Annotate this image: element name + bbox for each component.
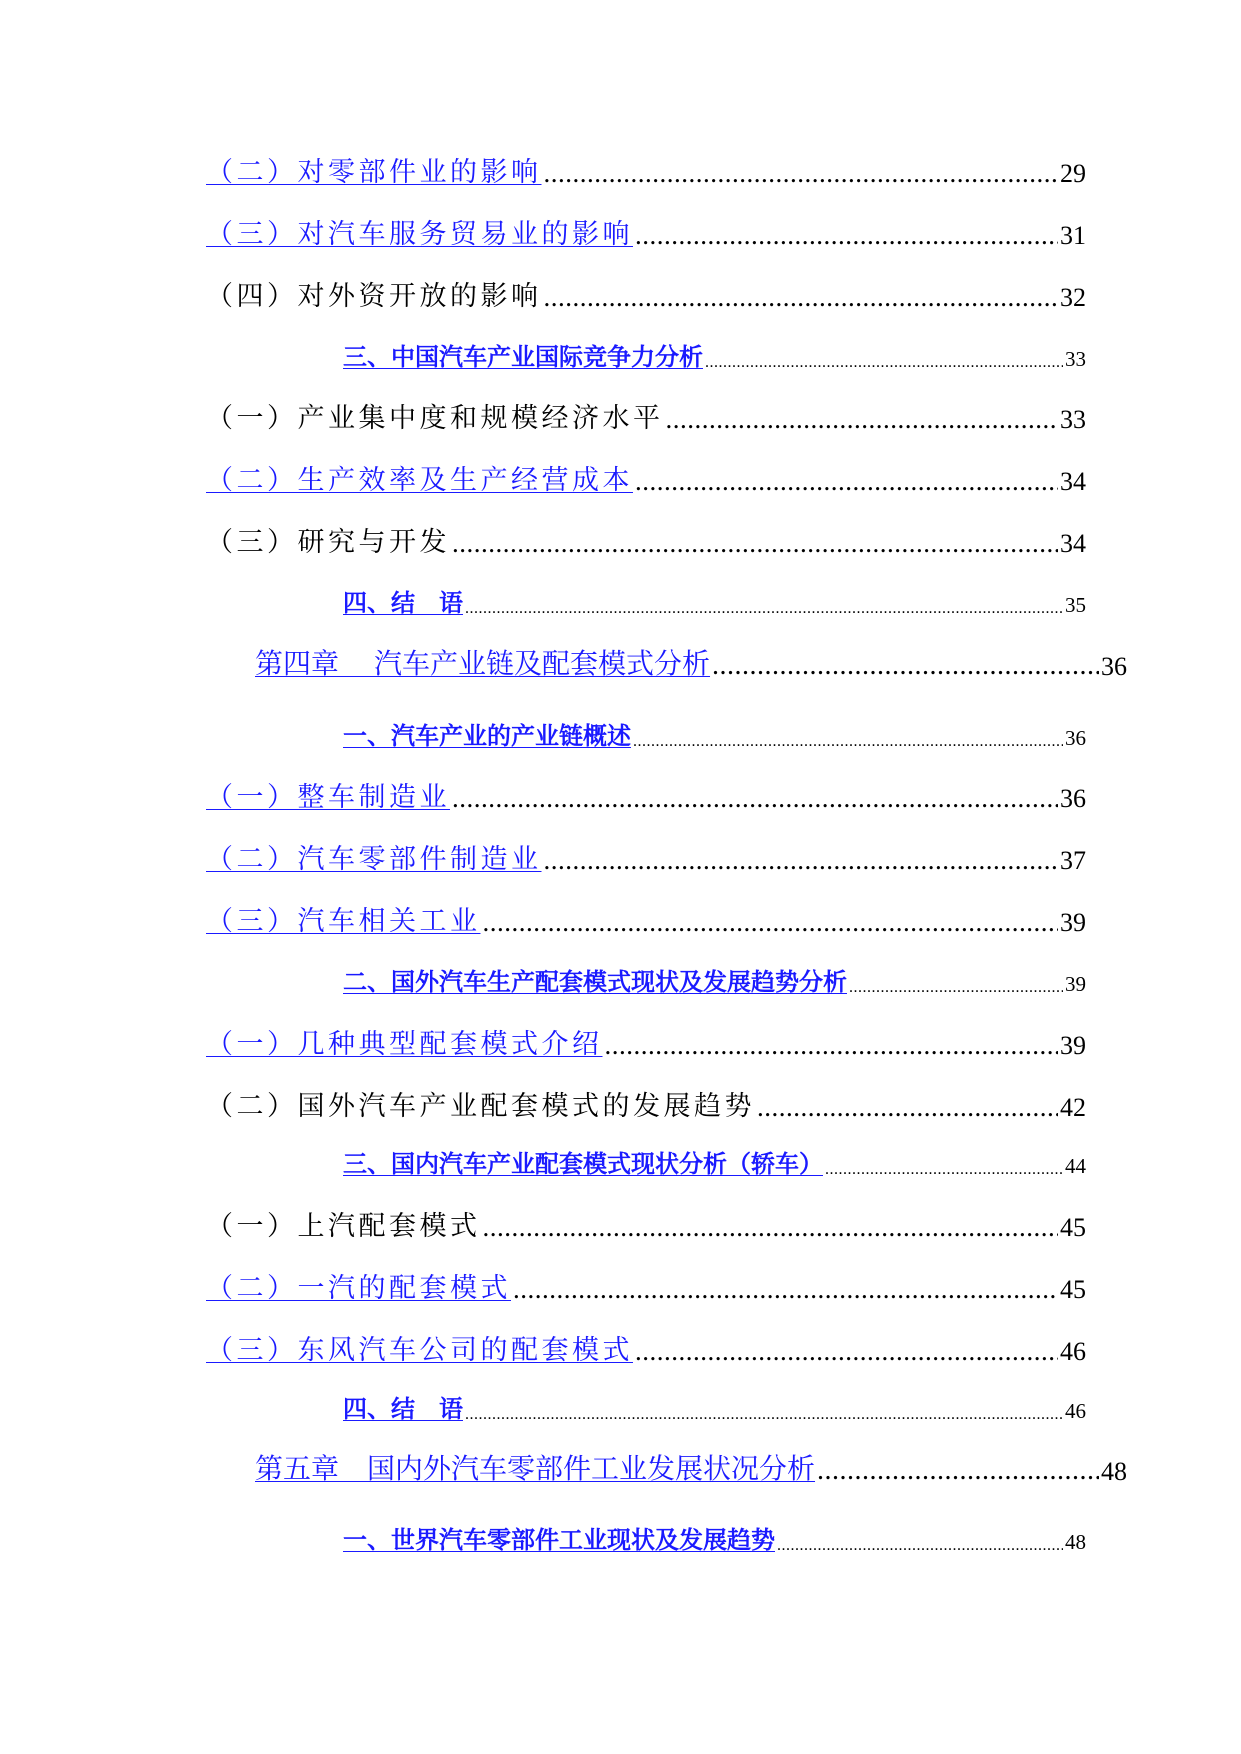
dot-leader [452,783,1058,814]
toc-entry[interactable] [206,212,1086,251]
toc-entry[interactable] [206,899,1086,938]
toc-entry[interactable] [206,837,1086,876]
toc-entry-label[interactable]: （一）几种典型配套模式介绍 [206,1029,603,1060]
toc-page-number: 48 [1065,1530,1086,1554]
toc-page-number: 42 [1060,1093,1086,1122]
toc-entry-label[interactable]: 一、汽车产业的产业链概述 [343,722,631,750]
dot-leader [483,1212,1059,1243]
toc-entry[interactable] [206,458,1086,497]
toc-entry[interactable] [343,1520,1086,1555]
toc-entry-label[interactable]: 二、国外汽车生产配套模式现状及发展趋势分析 [343,968,847,996]
toc-entry [206,396,1086,435]
toc-page-number: 39 [1065,972,1086,996]
toc-entry[interactable] [206,1328,1086,1367]
dot-leader [635,220,1058,251]
dot-leader [633,733,1063,751]
toc-page-number: 33 [1065,347,1086,371]
toc-entry-label: （二）国外汽车产业配套模式的发展趋势 [206,1091,755,1122]
dot-leader [825,1161,1063,1179]
toc-page-number: 35 [1065,593,1086,617]
toc-entry [206,274,1086,313]
toc-page-number: 34 [1060,529,1086,558]
toc-entry-label[interactable]: （二）一汽的配套模式 [206,1273,511,1304]
toc-page-number: 31 [1060,221,1086,250]
toc-entry[interactable] [206,1266,1086,1305]
dot-leader [712,650,1099,682]
dot-leader [777,1537,1063,1555]
toc-entry[interactable] [206,1022,1086,1061]
toc-chapter-entry[interactable] [255,1447,1127,1487]
toc-page-number: 45 [1060,1213,1086,1242]
toc-page-number: 32 [1060,283,1086,312]
dot-leader [544,158,1059,189]
dot-leader [605,1030,1059,1061]
toc-entry-label[interactable]: （一）整车制造业 [206,782,450,813]
toc-page-number: 39 [1060,1031,1086,1060]
toc-entry-label[interactable]: 第五章 国内外汽车零部件工业发展状况分析 [255,1454,816,1485]
toc-entry[interactable] [343,1389,1086,1424]
toc-entry-label[interactable]: 四、结 语 [343,589,463,617]
toc-entry-label[interactable]: （三）对汽车服务贸易业的影响 [206,219,633,250]
toc-chapter-entry[interactable] [255,642,1127,682]
toc-entry-label[interactable]: 第四章 汽车产业链及配套模式分析 [255,649,711,680]
toc-page-number: 36 [1101,652,1127,681]
dot-leader [817,1455,1099,1487]
toc-entry[interactable] [206,150,1086,189]
dot-leader [849,979,1063,997]
toc-page-number: 44 [1065,1154,1086,1178]
dot-leader [666,404,1059,435]
toc-page-number: 46 [1065,1399,1086,1423]
toc-page-number: 36 [1065,726,1086,750]
toc-entry[interactable] [206,775,1086,814]
toc-entry-label[interactable]: 一、世界汽车零部件工业现状及发展趋势 [343,1526,775,1554]
toc-entry [206,520,1086,559]
toc-page-number: 48 [1101,1457,1127,1486]
dot-leader [483,907,1059,938]
toc-entry-label: （一）产业集中度和规模经济水平 [206,403,664,434]
toc-entry-label[interactable]: （二）汽车零部件制造业 [206,844,542,875]
toc-entry-label[interactable]: 三、国内汽车产业配套模式现状分析（轿车） [343,1150,823,1178]
toc-entry [206,1084,1086,1123]
dot-leader [465,600,1063,618]
toc-entry-label: （四）对外资开放的影响 [206,281,542,312]
dot-leader [452,528,1058,559]
toc-entry-label[interactable]: （三）汽车相关工业 [206,906,481,937]
toc-page-number: 37 [1060,846,1086,875]
dot-leader [757,1092,1058,1123]
toc-entry[interactable] [343,962,1086,997]
toc-entry[interactable] [343,337,1086,372]
toc-page-number: 39 [1060,908,1086,937]
dot-leader [465,1406,1063,1424]
toc-page-number: 36 [1060,784,1086,813]
toc-entry-label[interactable]: 四、结 语 [343,1395,463,1423]
toc-page-number: 46 [1060,1337,1086,1366]
toc-page-number: 29 [1060,159,1086,188]
dot-leader [635,1336,1058,1367]
toc-page-number: 34 [1060,467,1086,496]
toc-entry-label: （三）研究与开发 [206,527,450,558]
toc-entry-label[interactable]: （二）生产效率及生产经营成本 [206,465,633,496]
toc-entry-label: （一）上汽配套模式 [206,1211,481,1242]
dot-leader [544,282,1059,313]
toc-entry[interactable] [343,716,1086,751]
toc-entry-label[interactable]: 三、中国汽车产业国际竞争力分析 [343,343,703,371]
toc-entry[interactable] [343,583,1086,618]
toc-page-number: 33 [1060,405,1086,434]
toc-entry[interactable] [343,1144,1086,1179]
toc-entry-label[interactable]: （二）对零部件业的影响 [206,157,542,188]
toc-entry [206,1204,1086,1243]
toc-entry-label[interactable]: （三）东风汽车公司的配套模式 [206,1335,633,1366]
dot-leader [635,466,1058,497]
dot-leader [705,354,1063,372]
dot-leader [513,1274,1058,1305]
toc-page-number: 45 [1060,1275,1086,1304]
dot-leader [544,845,1059,876]
